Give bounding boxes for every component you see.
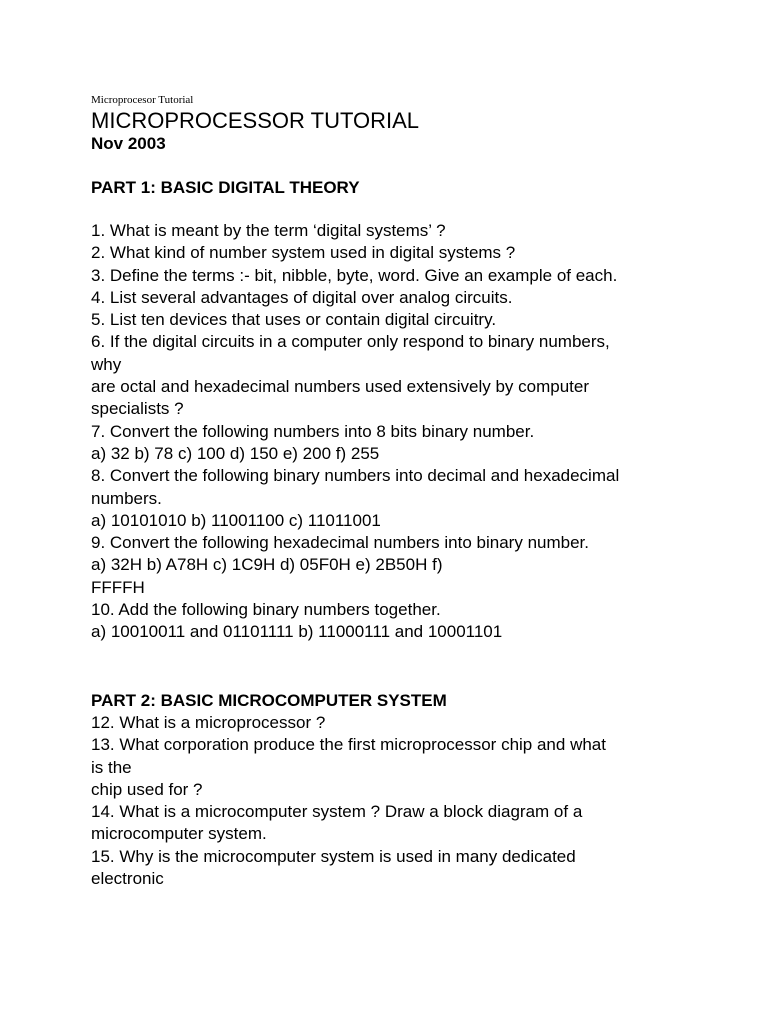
- question-line: 13. What corporation produce the first microprocessor chip and what: [91, 735, 606, 755]
- question-line: is the: [91, 757, 132, 777]
- question-line: 15. Why is the microcomputer system is used in many dedicated: [91, 846, 576, 866]
- question-line: 2. What kind of number system used in digital systems ?: [91, 243, 516, 263]
- page-title: MICROPROCESSOR TUTORIAL: [91, 108, 420, 133]
- question-line: why: [91, 354, 122, 374]
- part1-heading: PART 1: BASIC DIGITAL THEORY: [91, 178, 360, 197]
- question-line: chip used for ?: [91, 779, 203, 799]
- question-line: 9. Convert the following hexadecimal numbers into binary number.: [91, 533, 589, 553]
- question-line: 5. List ten devices that uses or contain digital circuitry.: [91, 310, 497, 330]
- question-line: microcomputer system.: [91, 824, 267, 844]
- question-line: numbers.: [91, 488, 162, 508]
- question-line: 14. What is a microcomputer system ? Draw a block diagram of a: [91, 802, 583, 822]
- running-header: Microprocesor Tutorial: [91, 94, 194, 106]
- document-date: Nov 2003: [91, 134, 166, 153]
- question-line: a) 10010011 and 01101111 b) 11000111 and 10001101: [91, 622, 503, 642]
- question-line: a) 32 b) 78 c) 100 d) 150 e) 200 f) 255: [91, 443, 380, 463]
- question-line: a) 32H b) A78H c) 1C9H d) 05F0H e) 2B50H f): [91, 555, 443, 575]
- question-line: FFFFH: [91, 577, 145, 597]
- question-line: 12. What is a microprocessor ?: [91, 713, 326, 732]
- question-line: electronic: [91, 869, 164, 889]
- part1-questions: [91, 220, 711, 644]
- question-line: a) 10101010 b) 11001100 c) 11011001: [91, 510, 381, 530]
- question-line: 6. If the digital circuits in a computer only respond to binary numbers,: [91, 332, 610, 352]
- question-line: 3. Define the terms :- bit, nibble, byte, word. Give an example of each.: [91, 265, 618, 285]
- question-line: specialists ?: [91, 399, 184, 419]
- part2-heading: PART 2: BASIC MICROCOMPUTER SYSTEM: [91, 691, 447, 710]
- question-line: 1. What is meant by the term ‘digital systems’ ?: [91, 221, 446, 240]
- question-line: 4. List several advantages of digital over analog circuits.: [91, 287, 513, 307]
- question-line: 8. Convert the following binary numbers into decimal and hexadecimal: [91, 466, 620, 486]
- question-line: are octal and hexadecimal numbers used extensively by computer: [91, 377, 589, 397]
- question-line: 10. Add the following binary numbers together.: [91, 600, 441, 620]
- part2-questions: [91, 712, 711, 890]
- question-line: 7. Convert the following numbers into 8 bits binary number.: [91, 421, 535, 441]
